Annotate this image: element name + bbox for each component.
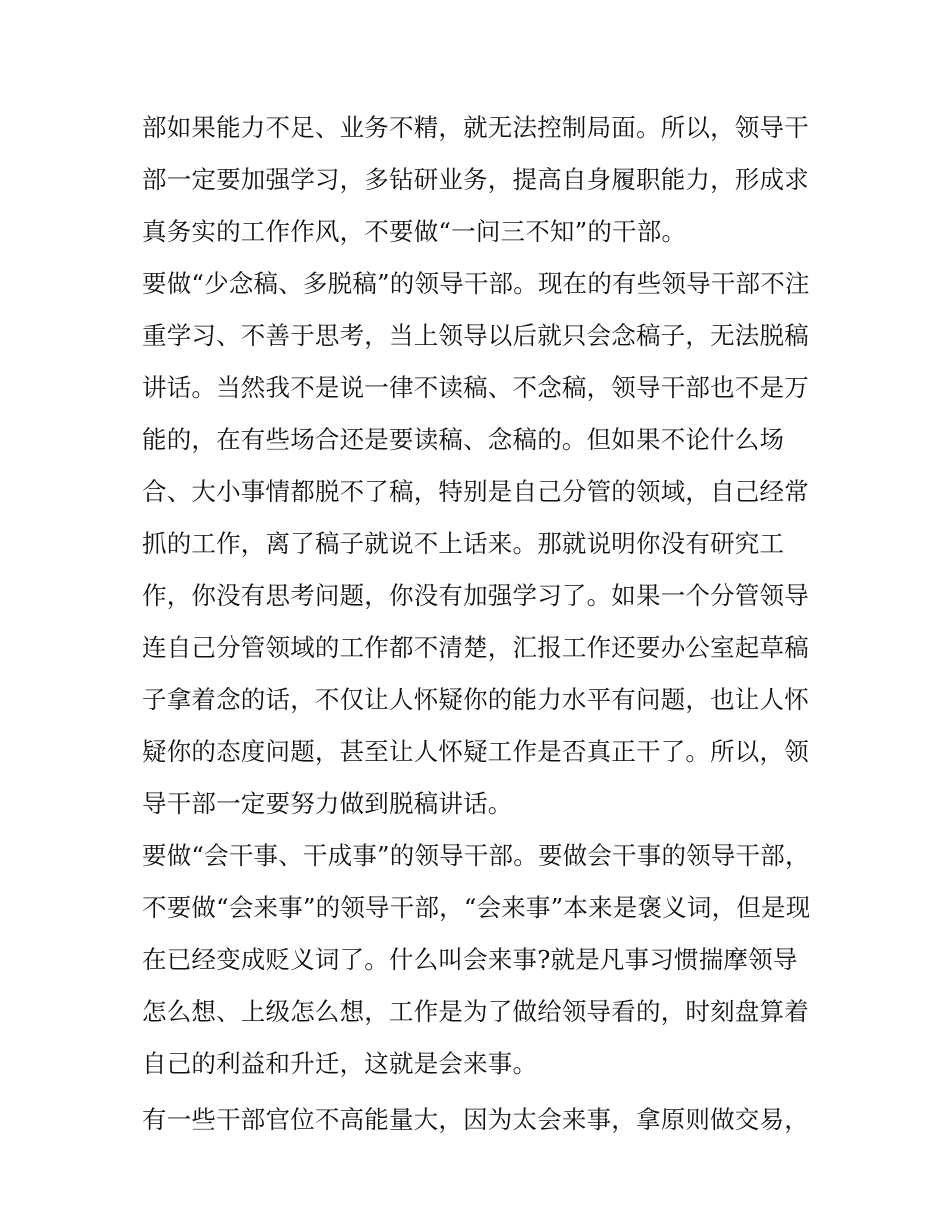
text-line: 抓的工作，离了稿子就说不上话来。那就说明你没有研究工	[142, 529, 785, 558]
text-line: 合、大小事情都脱不了稿，特别是自己分管的领域，自己经常	[142, 477, 809, 506]
text-line: 讲话。当然我不是说一律不读稿、不念稿，领导干部也不是万	[142, 373, 809, 402]
text-line: 真务实的工作作风，不要做“一问三不知”的干部。	[142, 217, 687, 246]
text-line: 子拿着念的话，不仅让人怀疑你的能力水平有问题，也让人怀	[142, 685, 809, 714]
text-line: 导干部一定要努力做到脱稿讲话。	[142, 789, 513, 818]
text-line: 部一定要加强学习，多钻研业务，提高自身履职能力，形成求	[142, 165, 809, 194]
text-line: 作，你没有思考问题，你没有加强学习了。如果一个分管领导	[142, 581, 809, 610]
text-line: 疑你的态度问题，甚至让人怀疑工作是否真正干了。所以，领	[142, 737, 809, 766]
text-line: 自己的利益和升迁，这就是会来事。	[142, 1049, 538, 1078]
text-line: 要做“会干事、干成事”的领导干部。要做会干事的领导干部，	[142, 841, 810, 870]
text-line: 要做“少念稿、多脱稿”的领导干部。现在的有些领导干部不注	[142, 269, 810, 298]
text-line: 怎么想、上级怎么想，工作是为了做给领导看的，时刻盘算着	[142, 997, 809, 1026]
text-line: 有一些干部官位不高能量大，因为太会来事，拿原则做交易，	[142, 1105, 809, 1134]
text-line: 连自己分管领域的工作都不清楚，汇报工作还要办公室起草稿	[142, 633, 809, 662]
text-line: 重学习、不善于思考，当上领导以后就只会念稿子，无法脱稿	[142, 321, 809, 350]
text-line: 能的，在有些场合还是要读稿、念稿的。但如果不论什么场	[142, 425, 785, 454]
text-line: 部如果能力不足、业务不精，就无法控制局面。所以，领导干	[142, 113, 809, 142]
text-line: 在已经变成贬义词了。什么叫会来事?就是凡事习惯揣摩领导	[142, 945, 798, 974]
text-line: 不要做“会来事”的领导干部，“会来事”本来是褒义词，但是现	[142, 893, 811, 922]
